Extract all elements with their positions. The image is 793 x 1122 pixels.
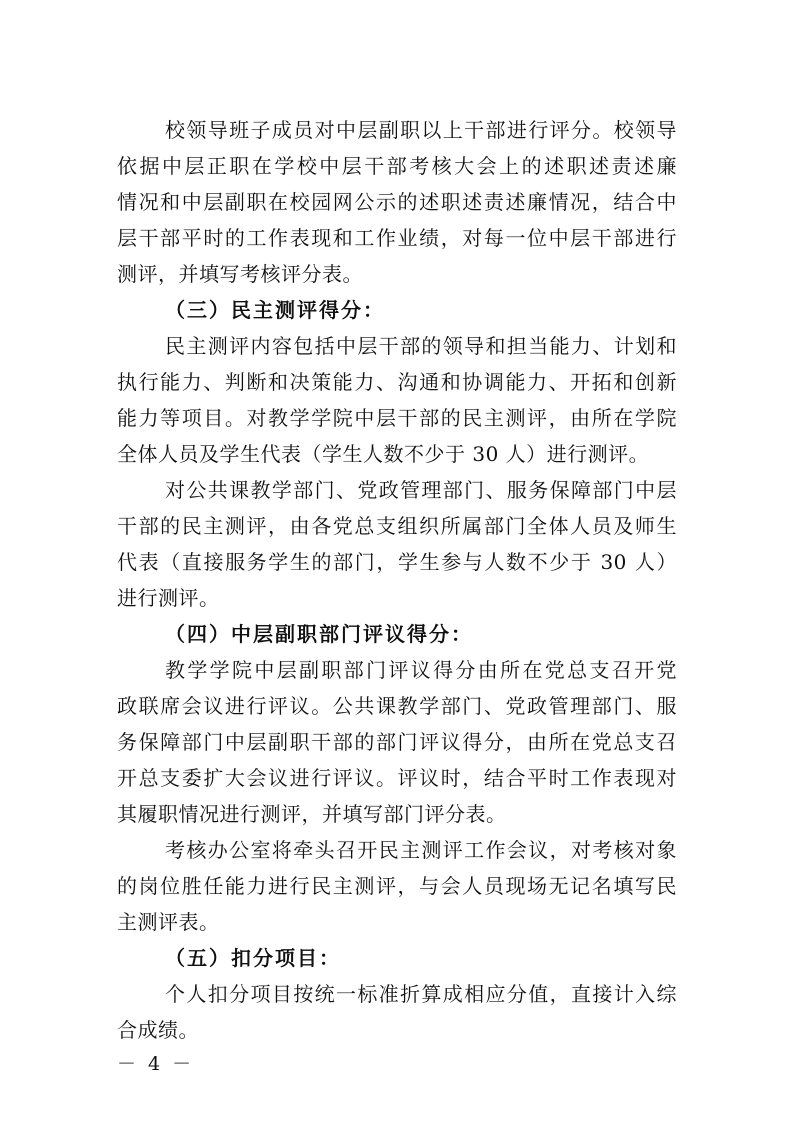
paragraph-line: 执行能力、判断和决策能力、沟通和协调能力、开拓和创新 (117, 370, 677, 394)
paragraph-line: 合成绩。 (117, 1018, 199, 1042)
paragraph-line: 干部的民主测评，由各党总支组织所属部门全体人员及师生 (117, 514, 677, 538)
paragraph-line: 的岗位胜任能力进行民主测评，与会人员现场无记名填写民 (117, 874, 677, 898)
paragraph-line: 测评，并填写考核评分表。 (117, 262, 363, 286)
section-heading: （三）民主测评得分： (165, 298, 385, 322)
paragraph-line: 个人扣分项目按统一标准折算成相应分值，直接计入综 (165, 982, 677, 1006)
paragraph-line: 其履职情况进行测评，并填写部门评分表。 (117, 802, 507, 826)
paragraph-line: 民主测评内容包括中层干部的领导和担当能力、计划和 (165, 334, 677, 358)
paragraph-line: 依据中层正职在学校中层干部考核大会上的述职述责述廉 (117, 154, 677, 178)
paragraph-line: 对公共课教学部门、党政管理部门、服务保障部门中层 (165, 478, 677, 502)
page-number: － 4 － (117, 1053, 195, 1075)
paragraph-line: 主测评表。 (117, 910, 220, 934)
paragraph-line: 全体人员及学生代表（学生人数不少于 30 人）进行测评。 (117, 442, 650, 466)
paragraph-line: 教学学院中层副职部门评议得分由所在党总支召开党 (165, 658, 677, 682)
paragraph-line: 考核办公室将牵头召开民主测评工作会议，对考核对象 (165, 838, 677, 862)
paragraph-line: 务保障部门中层副职干部的部门评议得分，由所在党总支召 (117, 730, 677, 754)
paragraph-line: 进行测评。 (117, 586, 220, 610)
paragraph-line: 层干部平时的工作表现和工作业绩，对每一位中层干部进行 (117, 226, 677, 250)
paragraph-line: 代表（直接服务学生的部门，学生参与人数不少于 30 人） (117, 550, 677, 574)
paragraph-line: 政联席会议进行评议。公共课教学部门、党政管理部门、服 (117, 694, 677, 718)
paragraph-line: 校领导班子成员对中层副职以上干部进行评分。校领导 (165, 118, 677, 142)
paragraph-line: 能力等项目。对教学学院中层干部的民主测评，由所在学院 (117, 406, 677, 430)
paragraph-line: 情况和中层副职在校园网公示的述职述责述廉情况，结合中 (117, 190, 677, 214)
section-heading: （五）扣分项目： (165, 946, 341, 970)
section-heading: （四）中层副职部门评议得分： (165, 622, 473, 646)
paragraph-line: 开总支委扩大会议进行评议。评议时，结合平时工作表现对 (117, 766, 677, 790)
